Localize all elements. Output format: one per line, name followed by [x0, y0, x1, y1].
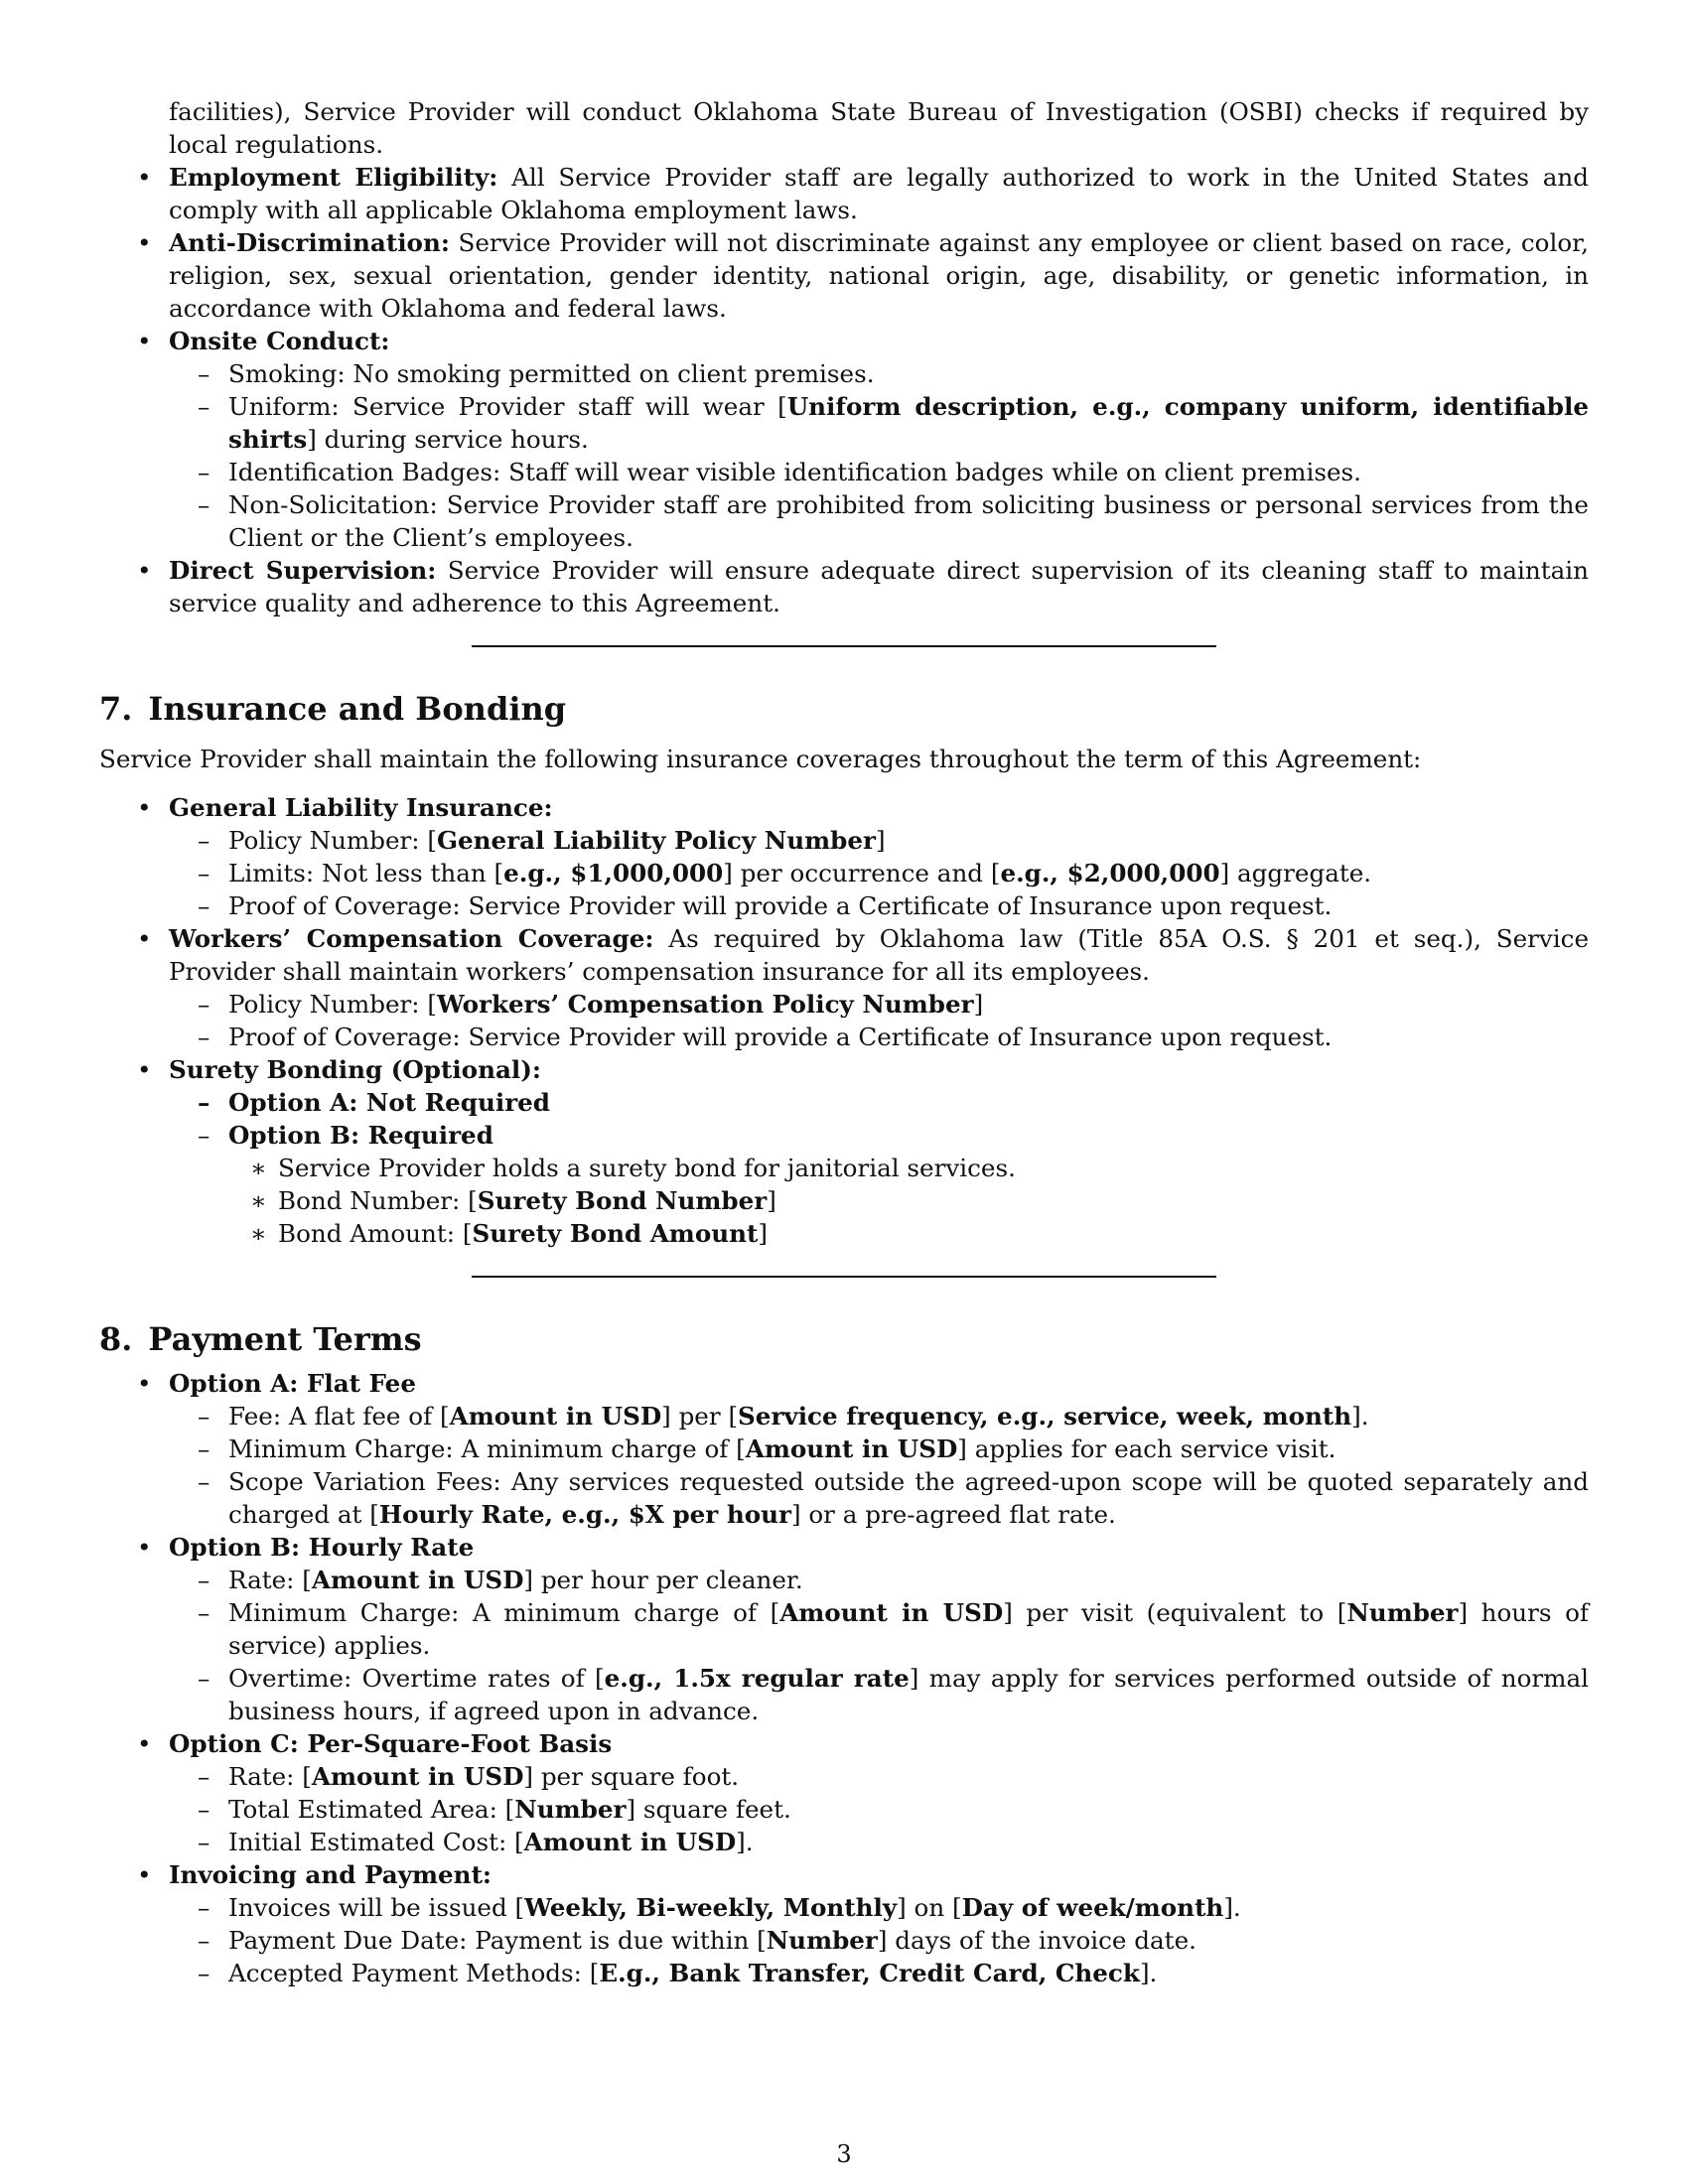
- list-item: [99, 791, 1589, 922]
- text: ] per visit (equivalent to [: [1003, 1598, 1347, 1627]
- page-number: 3: [836, 2140, 852, 2168]
- list-item: [99, 226, 1589, 325]
- text: Initial Estimated Cost: [: [228, 1828, 524, 1856]
- sub-item: [169, 1793, 1589, 1826]
- text: ] per [: [661, 1402, 739, 1431]
- section-heading-7: 7. Insurance and Bonding: [99, 690, 567, 728]
- text: ].: [1223, 1893, 1241, 1922]
- sub-item: – Non-Solicitation: Service Provider staff are prohibited from soliciting business or personal services from the Client or the Client’s employees.: [169, 488, 1589, 554]
- item-label: Option A: Flat Fee: [169, 1369, 416, 1398]
- item-label: Anti-Discrimination:: [169, 228, 450, 257]
- insurance-list: [99, 791, 1589, 1250]
- text: ]: [758, 1219, 768, 1248]
- placeholder: Day of week/month: [961, 1893, 1224, 1922]
- item-label: Option B: Hourly Rate: [169, 1533, 475, 1562]
- text: ] per hour per cleaner.: [523, 1566, 803, 1594]
- placeholder: Service frequency, e.g., service, week, month: [738, 1402, 1352, 1431]
- text: ].: [1351, 1402, 1369, 1431]
- item-label: Onsite Conduct:: [169, 327, 390, 355]
- text: ] on [: [897, 1893, 962, 1922]
- list-item: [99, 1367, 1589, 1531]
- placeholder: Amount in USD: [311, 1566, 524, 1594]
- placeholder: Uniform description, e.g., company uniform, identifiable shirts: [228, 392, 1589, 454]
- list-item: [99, 325, 1589, 554]
- text: Limits: Not less than [: [228, 859, 504, 887]
- text: Payment Due Date: Payment is due within [: [228, 1926, 767, 1955]
- sub-list: [169, 1564, 1589, 1727]
- item-text: As required by Oklahoma law (Title 85A O.S. § 201 et seq.), Service Provider shall maintain workers’ compensation insurance for all its employees.: [169, 924, 1589, 986]
- text: ] during service hours.: [307, 425, 589, 454]
- placeholder: E.g., Bank Transfer, Credit Card, Check: [599, 1959, 1140, 1987]
- item-label: Option C: Per-Square-Foot Basis: [169, 1729, 613, 1758]
- horizontal-rule: [472, 1276, 1216, 1278]
- item-label: Direct Supervision:: [169, 556, 437, 585]
- sub-item: [169, 988, 1589, 1021]
- placeholder: Amount in USD: [449, 1402, 662, 1431]
- sub-list: [169, 1086, 1589, 1250]
- sub-item: [169, 1957, 1589, 1989]
- section-intro: Service Provider shall maintain the following insurance coverages throughout the term of this Agreement:: [99, 745, 1422, 773]
- text: Uniform: Service Provider staff will wear [: [228, 392, 787, 421]
- option-label: Option B: Required: [228, 1121, 493, 1150]
- sub-item: – Option A: Not Required: [169, 1086, 1589, 1119]
- text: Overtime: Overtime rates of [: [228, 1664, 605, 1693]
- sub-sub-item: ∗ Service Provider holds a surety bond for janitorial services.: [228, 1152, 1589, 1184]
- text: Bond Number: [: [278, 1186, 478, 1215]
- item-label: Surety Bonding (Optional):: [169, 1055, 541, 1084]
- text: Rate: [: [228, 1566, 312, 1594]
- placeholder: Amount in USD: [523, 1828, 737, 1856]
- list-item: [99, 161, 1589, 226]
- sub-list: [169, 824, 1589, 922]
- text: Bond Amount: [: [278, 1219, 473, 1248]
- sub-item: [169, 1119, 1589, 1250]
- section6-list: [99, 161, 1589, 619]
- list-item: [99, 1858, 1589, 1989]
- sub-sub-list: [228, 1152, 1589, 1250]
- placeholder: e.g., $2,000,000: [1000, 859, 1220, 887]
- sub-list: [169, 1891, 1589, 1989]
- text: ]: [767, 1186, 776, 1215]
- text: Scope Variation Fees: Any services requested outside the agreed-upon scope will be quoted separately and charged at [: [228, 1467, 1589, 1529]
- placeholder: Number: [766, 1926, 878, 1955]
- text: ] applies for each service visit.: [957, 1434, 1336, 1463]
- sub-item: – Identification Badges: Staff will wear visible identification badges while on client premises.: [169, 456, 1589, 488]
- list-item: [99, 1531, 1589, 1727]
- item-label: General Liability Insurance:: [169, 793, 553, 822]
- item-label: Invoicing and Payment:: [169, 1860, 492, 1889]
- sub-item: [169, 857, 1589, 889]
- text: Total Estimated Area: [: [228, 1795, 515, 1824]
- list-item: [99, 1053, 1589, 1250]
- placeholder: Amount in USD: [779, 1598, 1004, 1627]
- sub-item: [169, 1662, 1589, 1727]
- sub-item: [169, 1760, 1589, 1793]
- text: ] per occurrence and [: [723, 859, 1001, 887]
- placeholder: Number: [1346, 1598, 1459, 1627]
- item-label: Workers’ Compensation Coverage:: [169, 924, 654, 953]
- document-page: [99, 95, 1589, 1989]
- placeholder: Amount in USD: [311, 1762, 524, 1791]
- placeholder: Number: [514, 1795, 627, 1824]
- sub-item: [169, 824, 1589, 857]
- sub-item: [169, 1826, 1589, 1858]
- placeholder: e.g., 1.5x regular rate: [604, 1664, 910, 1693]
- section-heading-8: 8. Payment Terms: [99, 1320, 422, 1358]
- text: Fee: A flat fee of [: [228, 1402, 450, 1431]
- sub-sub-item: [228, 1184, 1589, 1217]
- intro-continuation: facilities), Service Provider will conduct Oklahoma State Bureau of Investigation (OSBI) checks if required by local regulations.: [169, 97, 1589, 159]
- text: ]: [973, 990, 984, 1019]
- sub-item: [169, 390, 1589, 456]
- text: ].: [1139, 1959, 1158, 1987]
- placeholder: Hourly Rate, e.g., $X per hour: [378, 1500, 791, 1529]
- text: ] square feet.: [626, 1795, 791, 1824]
- text: Policy Number: [: [228, 990, 438, 1019]
- text: ].: [736, 1828, 754, 1856]
- sub-list: [169, 1400, 1589, 1531]
- list-item: [99, 922, 1589, 1053]
- list-item: [99, 554, 1589, 619]
- sub-list: [169, 988, 1589, 1053]
- placeholder: Workers’ Compensation Policy Number: [437, 990, 974, 1019]
- text: ]: [875, 826, 886, 855]
- text: ] per square foot.: [523, 1762, 740, 1791]
- item-text: Service Provider will not discriminate against any employee or client based on race, color, religion, sex, sexual orientation, gender identity, national origin, age, disability, or genetic information, in accordance with Oklahoma and federal laws.: [169, 228, 1589, 323]
- sub-item: [169, 1924, 1589, 1957]
- sub-item: [169, 1465, 1589, 1531]
- sub-item: [169, 1891, 1589, 1924]
- text: Rate: [: [228, 1762, 312, 1791]
- placeholder: General Liability Policy Number: [437, 826, 876, 855]
- sub-item: [169, 1596, 1589, 1662]
- sub-item: – Smoking: No smoking permitted on client premises.: [169, 357, 1589, 390]
- text: ] or a pre-agreed flat rate.: [790, 1500, 1116, 1529]
- text: Minimum Charge: A minimum charge of [: [228, 1434, 746, 1463]
- onsite-sublist: [169, 357, 1589, 554]
- list-item: [99, 1727, 1589, 1858]
- sub-list: [169, 1760, 1589, 1858]
- placeholder: Surety Bond Number: [477, 1186, 768, 1215]
- sub-item: – Proof of Coverage: Service Provider will provide a Certificate of Insurance upon request.: [169, 1021, 1589, 1053]
- sub-item: [169, 1400, 1589, 1433]
- sub-sub-item: [228, 1217, 1589, 1250]
- item-label: Employment Eligibility:: [169, 163, 498, 192]
- text: Policy Number: [: [228, 826, 438, 855]
- item-text: All Service Provider staff are legally authorized to work in the United States and comply with all applicable Oklahoma employment laws.: [169, 163, 1589, 224]
- payment-list: [99, 1367, 1589, 1989]
- placeholder: Amount in USD: [745, 1434, 958, 1463]
- horizontal-rule: [472, 645, 1216, 647]
- sub-item: [169, 1564, 1589, 1596]
- text: Minimum Charge: A minimum charge of [: [228, 1598, 780, 1627]
- text: Accepted Payment Methods: [: [228, 1959, 600, 1987]
- placeholder: Weekly, Bi-weekly, Monthly: [524, 1893, 898, 1922]
- text: ] days of the invoice date.: [877, 1926, 1196, 1955]
- sub-item: [169, 1433, 1589, 1465]
- text: ] hours of service) applies.: [228, 1598, 1589, 1660]
- text: ] aggregate.: [1219, 859, 1372, 887]
- text: Invoices will be issued [: [228, 1893, 525, 1922]
- sub-item: – Proof of Coverage: Service Provider will provide a Certificate of Insurance upon request.: [169, 889, 1589, 922]
- item-text: Service Provider will ensure adequate direct supervision of its cleaning staff to maintain service quality and adherence to this Agreement.: [169, 556, 1589, 617]
- placeholder: Surety Bond Amount: [472, 1219, 759, 1248]
- text: ] may apply for services performed outside of normal business hours, if agreed upon in advance.: [228, 1664, 1589, 1725]
- placeholder: e.g., $1,000,000: [503, 859, 724, 887]
